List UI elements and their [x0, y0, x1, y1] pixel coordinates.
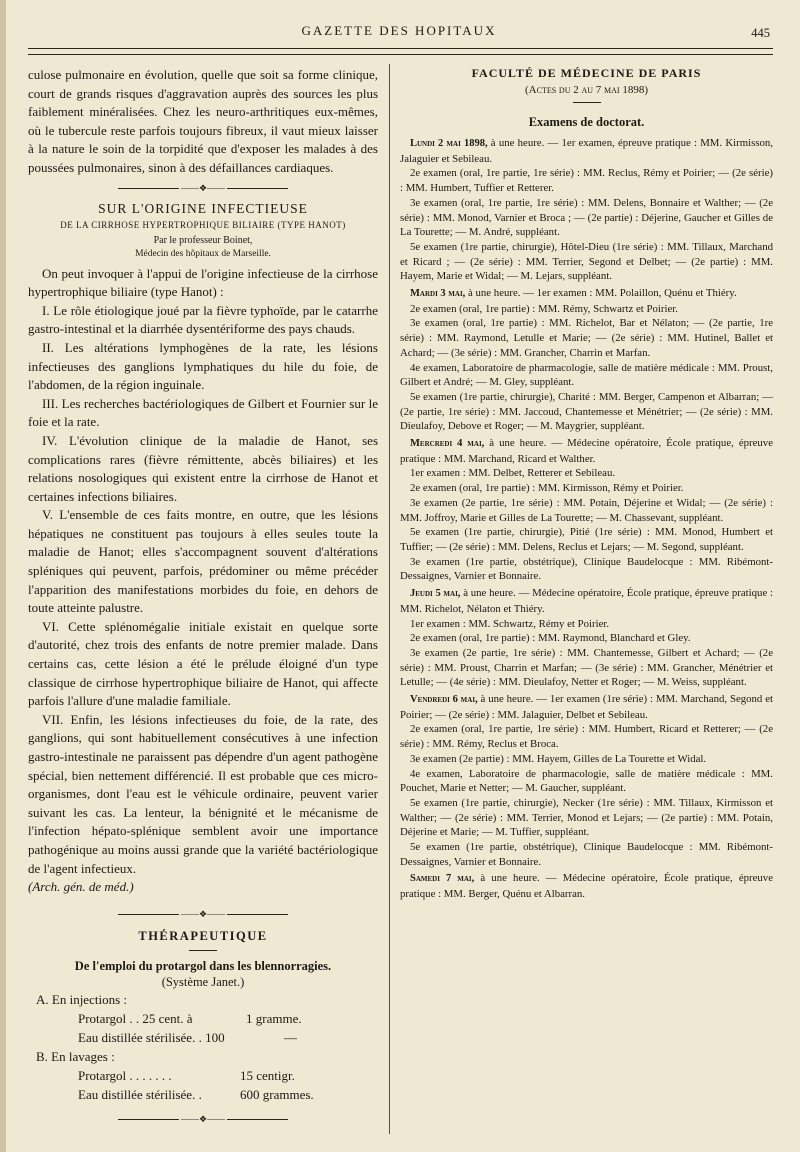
rx-quantity: 1 gramme. [246, 1010, 302, 1026]
article-paragraph: V. L'ensemble de ces faits montre, en outre, que les lésions hépatiques ne constituent pas toujours à elles seules toute la maladie de Hanot; elles s'accompagnent souvent d'altérations spléniques qui peuvent, parfois, prédominer ou même précéder l'apparition des manifestations morbides du foie, en dehors de toute atteinte palustre. [28, 507, 378, 616]
page-spine [0, 0, 6, 1152]
exam-entry [400, 361, 773, 390]
article-citation: (Arch. gén. de méd.) [28, 879, 134, 895]
exam-text: à une heure. — Médecine opératoire, École pratique, épreuve pratique : MM. Berger, Quénu et Albarran. [400, 872, 773, 901]
exam-day: Mardi 3 mai, [410, 288, 466, 300]
exam-day-entry [400, 692, 773, 722]
ornament-icon: ——❖—— [180, 1113, 226, 1124]
exam-text: 1er examen : MM. Schwartz, Rémy et Poirier. [410, 617, 610, 630]
exam-entry [400, 496, 773, 525]
column-divider [389, 64, 390, 1134]
rx-quantity: 15 centigr. [240, 1067, 295, 1083]
ornament-separator [118, 1114, 288, 1126]
exam-entry [400, 617, 773, 632]
exam-heading: Examens de doctorat. [528, 115, 645, 129]
ornament-icon: ——❖—— [180, 908, 226, 919]
exam-day-entry [400, 286, 773, 302]
exam-text: 5e examen (1re partie, chirurgie), Charité : MM. Berger, Campenon et Albarran; — (2e partie, 1re série) : MM. Jaccoud, Chantemesse et Ménétrier; — (2e série) : MM. Dieulafoy, Debove et Roger; — M. Maygrier, suppléant. [400, 390, 773, 433]
exam-entry [400, 631, 773, 646]
exam-text: 2e examen (oral, 1re partie, 1re série) : MM. Humbert, Ricard et Retterer; — (2e série) : MM. Rémy, Reclus et Broca. [400, 723, 773, 751]
exam-text: 2e examen (oral, 1re partie, 1re série) : MM. Reclus, Rémy et Poirier; — (2e série) : MM. Humbert, Tuffier et Retterer. [400, 167, 773, 195]
exam-text: 3e examen (oral, 1re partie, 1re série) : MM. Delens, Bonnaire et Walther; — (2e série) : MM. Monod, Varnier et Broca ; — (2e partie) : Déjerine, Gaucher et Gilles de La Tourette; — M. André, suppléant. [400, 196, 773, 239]
rx-row [28, 1028, 378, 1047]
exam-day: Lundi 2 mai 1898, [410, 138, 488, 149]
ornament-icon: ——❖—— [180, 182, 226, 193]
exam-entries [400, 136, 773, 902]
exam-text: 3e examen (2e partie) : MM. Hayem, Gilles de La Tourette et Widal. [410, 752, 707, 765]
exam-entry [400, 767, 773, 796]
exam-text: 3e examen (oral, 1re partie) : MM. Richelot, Bar et Nélaton; — (2e partie, 1re série) : MM. Raymond, Letulle et Marie; — (2e série) : MM. Hutinel, Ballet et Achard; — (3e série) : MM. Grancher, Charrin et Marfan. [400, 317, 773, 359]
rx-section-label: B. En lavages : [36, 1048, 115, 1064]
exam-entry [400, 555, 773, 584]
rx-section-label: A. En injections : [36, 991, 127, 1007]
rx-row [28, 1066, 378, 1085]
exam-entry [400, 722, 773, 751]
exam-entry [400, 166, 773, 195]
exam-day-entry [400, 136, 773, 166]
exam-entry [400, 752, 773, 767]
article-byline-affiliation: Médecin des hôpitaux de Marseille. [135, 248, 271, 259]
exam-text: à une heure. — 1er examen, épreuve pratique : MM. Kirmisson, Jalaguier et Sebileau. [400, 137, 774, 165]
rx-ingredient: Protargol . . 25 cent. à [78, 1010, 193, 1026]
exam-entry [400, 796, 773, 840]
exam-entry [400, 840, 773, 869]
exam-day-entry [400, 436, 773, 466]
article-byline: Par le professeur Boinet, [153, 234, 253, 246]
exam-text: à une heure. — Médecine opératoire, École pratique, épreuve pratique : MM. Richelot, Nélaton et Thiéry. [400, 587, 774, 615]
article-title: SUR L'ORIGINE INFECTIEUSE [98, 200, 308, 216]
exam-entry [400, 646, 773, 690]
exam-text: 2e examen (oral, 1re partie) : MM. Raymond, Blanchard et Gley. [410, 632, 691, 645]
right-column [400, 66, 773, 902]
rx-quantity: — [284, 1029, 297, 1045]
exam-text: 3e examen (1re partie, obstétrique), Clinique Baudelocque : MM. Ribémont-Dessaignes, Varnier et Bonnaire. [400, 555, 773, 583]
exam-day: Mercredi 4 mai, [410, 438, 485, 450]
exam-entry [400, 240, 773, 284]
article-paragraph: I. Le rôle étiologique joué par la fièvre typhoïde, par le catarrhe gastro-intestinal et la diarrhée dysentériforme des pays chauds. [28, 302, 378, 337]
exam-day-entry [400, 586, 773, 616]
article-paragraph: On peut invoquer à l'appui de l'origine infectieuse de la cirrhose hypertrophique biliaire (type Hanot) : [28, 265, 378, 300]
article-paragraph: II. Les altérations lymphogènes de la rate, les lésions infectieuses des ganglions lymphatiques du hile du foie, de l'abdomen, de la région inguinale. [28, 339, 378, 393]
exam-text: 3e examen (2e partie, 1re série) : MM. Potain, Déjerine et Widal; — (2e série) : MM. Joffroy, Marie et Gilles de La Tourette; — M. Chassevant, suppléant. [400, 496, 773, 524]
exam-entry [400, 481, 773, 496]
article-paragraph: VII. Enfin, les lésions infectieuses du foie, de la rate, des ganglions, qui sont habituellement consécutives à une infection gastro-intestinale ne paraissent pas dépendre d'un agent pathogène spécial, bien nettement différencié. Il est probable que ces micro-organismes, dont l'eau est le véhicule ordinaire, peuvent varier suivant les cas. La lenteur, la bénignité et le mécanisme de l'infection hépato-splénique semblent avoir une importance pathogénique au moins aussi grande que la variété bactériologique de l'agent infectieux. [28, 711, 378, 876]
exam-day: Jeudi 5 mai, [410, 588, 461, 600]
article-paragraph: III. Les recherches bactériologiques de Gilbert et Fournier sur le foie et la rate. [28, 395, 378, 430]
article-paragraph: VI. Cette splénomégalie initiale existait en quelque sorte d'autorité, chez trois des enfants de notre premier malade. Dans certains cas, cette lésion a été le prélude éloigné d'un type classique de cirrhose hypertrophique biliaire de Hanot, qui affecte parfois l'allure d'une maladie familiale. [28, 618, 378, 709]
exam-entry [400, 302, 773, 317]
faculty-dates: (Actes du 2 au 7 mai 1898) [525, 84, 648, 96]
exam-day-entry [400, 871, 773, 901]
exam-text: à une heure. — 1er examen : MM. Polaillon, Quénu et Thiéry. [465, 287, 737, 300]
exam-text: 5e examen (1re partie, obstétrique), Clinique Baudelocque : MM. Ribémont-Dessaignes, Varnier et Bonnaire. [400, 841, 773, 868]
exam-text: 2e examen (oral, 1re partie) : MM. Rémy, Schwartz et Poirier. [410, 302, 678, 315]
section-heading-therapeutique: THÉRAPEUTIQUE [138, 928, 268, 943]
exam-entry [400, 466, 773, 481]
header-rule-thin [28, 54, 773, 55]
exam-entry [400, 525, 773, 554]
exam-text: 5e examen (1re partie, chirurgie), Pitié (1re série) : MM. Monod, Humbert et Tuffier; — (2e série) : MM. Delens, Reclus et Lejars; — M. Segond, suppléant. [400, 526, 773, 553]
rx-row [28, 1085, 378, 1104]
short-rule [573, 102, 601, 103]
exam-text: 5e examen (1re partie, chirurgie), Hôtel-Dieu (1re série) : MM. Tillaux, Marchand et Ricard ; — (2e série) : MM. Terrier, Segond et Delbet; — (2e partie) : MM. Hayem, Marie et Widal; — M. Lejars, suppléant. [400, 240, 773, 283]
article2-title: De l'emploi du protargol dans les blennorragies. [74, 958, 332, 973]
article2-system: (Système Janet.) [161, 974, 245, 989]
exam-text: à une heure. — 1er examen (1re série) : MM. Marchand, Segond et Poirier; — (2e série) : MM. Jalaguier, Delbet et Sebileau. [400, 693, 773, 721]
page-header [28, 14, 770, 44]
rx-row [28, 1009, 378, 1028]
exam-text: 4e examen, Laboratoire de pharmacologie, salle de matière médicale : MM. Proust, Gilbert et André; — M. Gley, suppléant. [400, 361, 773, 389]
exam-entry [400, 196, 773, 240]
rx-ingredient: Eau distillée stérilisée. . 100 [78, 1029, 225, 1045]
exam-day: Vendredi 6 mai, [410, 694, 478, 706]
left-column [28, 66, 378, 1130]
exam-entry [400, 390, 773, 434]
exam-text: 2e examen (oral, 1re partie) : MM. Kirmisson, Rémy et Poirier. [410, 482, 684, 495]
faculty-title: FACULTÉ DE MÉDECINE DE PARIS [471, 66, 702, 80]
article-paragraph: IV. L'évolution clinique de la maladie de Hanot, ses complications rares (fièvre rémittente, abcès biliaires) et les relations nosologiques qui existent entre la cirrhose de Hanot et certaines infections biliaires. [28, 432, 378, 504]
rx-quantity: 600 grammes. [240, 1086, 314, 1102]
exam-text: 4e examen, Laboratoire de pharmacologie, salle de matière médicale : MM. Pouchet, Marie et Netter; — M. Gaucher, suppléant. [400, 767, 773, 795]
ornament-separator [118, 909, 288, 921]
exam-entry [400, 316, 773, 360]
intro-paragraph: culose pulmonaire en évolution, quelle que soit sa forme clinique, court de grands risques d'aggravation auprès des sources les plus faiblement minéralisées. Chez les neuro-arthritiques eux-mêmes, où le tubercule reste parfois toujours fibreux, il vaut mieux laisser à la nature le soin de la torpidité que d'exposer les malades à des poussées pulmonaires, sinon à des défaillances cardiaques. [28, 67, 378, 175]
header-rule-thick [28, 48, 773, 49]
exam-text: 5e examen (1re partie, chirurgie), Necker (1re série) : MM. Tillaux, Kirmisson et Walther; — (2e série) : MM. Terrier, Monod et Lejars; — (2e partie) : MM. Potain, Déjerine et Marie; — M. Tuffier, suppléant. [400, 796, 773, 839]
journal-title: GAZETTE DES HOPITAUX [301, 23, 497, 38]
rx-ingredient: Eau distillée stérilisée. . [78, 1086, 202, 1102]
rx-ingredient: Protargol . . . . . . . [78, 1067, 172, 1083]
ornament-separator [118, 183, 288, 195]
short-rule [189, 950, 217, 951]
exam-text: à une heure. — Médecine opératoire, École pratique, épreuve pratique : MM. Marchand, Ricard et Walther. [400, 437, 773, 465]
article-subtitle: DE LA CIRRHOSE HYPERTROPHIQUE BILIAIRE (TYPE HANOT) [60, 219, 346, 230]
exam-text: 1er examen : MM. Delbet, Retterer et Sebileau. [410, 467, 616, 480]
exam-day: Samedi 7 mai, [410, 873, 475, 885]
page-number: 445 [751, 26, 770, 40]
exam-text: 3e examen (2e partie, 1re série) : MM. Chantemesse, Gilbert et Achard; — (2e série) : MM. Proust, Charrin et Marfan; — (3e série) : MM. Grancher, Ménétrier et Letulle; — (4e série) : MM. Dieulafoy, Netter et Roger; — M. Weiss, suppléant. [400, 646, 773, 689]
